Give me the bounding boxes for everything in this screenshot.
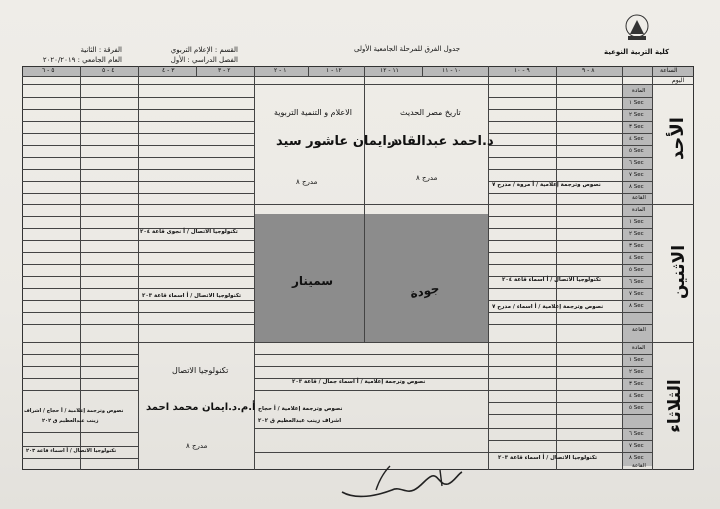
row-label-sec: Sec ٨ <box>629 303 644 309</box>
col-line <box>196 66 197 76</box>
row-line <box>254 354 652 355</box>
tuesday-sec-mid-1: نصوص وترجمة إعلامية / أ اسماء جمال / قاعة ٢٠٣ <box>292 379 426 385</box>
row-line <box>488 264 652 265</box>
row-label-sec: Sec ٦ <box>629 160 644 166</box>
row-label-subject: المادة <box>632 207 646 213</box>
col-line <box>422 66 423 76</box>
row-label-hall: القاعة <box>632 327 646 333</box>
day-sunday: الأحد <box>666 117 688 160</box>
monday-sec-left: تكنولوجيا الاتصال / أ اسماء قاعة ٢٠٣ <box>142 293 242 299</box>
row-label-sec: Sec ٤ <box>629 255 644 261</box>
day-monday: الاثنين <box>669 244 690 300</box>
row-line <box>254 452 652 453</box>
row-line <box>22 169 254 170</box>
time-header-hour: الساعة <box>660 67 678 74</box>
row-line <box>22 181 254 182</box>
tuesday-sec-left-a: نصوص وترجمة إعلامية / أ حجاج / اشراف <box>24 408 124 414</box>
row-label-sec: Sec ٥ <box>629 267 644 273</box>
row-label-sec: Sec ٢ <box>629 112 644 118</box>
row-label-hall: القاعة <box>632 463 646 469</box>
sunday-sec-right: نصوص وترجمة إعلامية / أ مروة / مدرج ٧ <box>492 182 601 188</box>
row-line <box>488 324 652 325</box>
row-label-sec: Sec ٥ <box>629 405 644 411</box>
row-line <box>22 324 254 325</box>
row-line <box>488 312 652 313</box>
time-header-9: ٤ - ٥ <box>102 67 115 74</box>
row-line <box>22 458 138 459</box>
row-line <box>22 121 254 122</box>
day-tuesday: الثلاثاء <box>664 379 685 433</box>
tuesday-sec-mid-2a: نصوص وترجمة إعلامية / أ حجاج <box>258 406 343 412</box>
row-line <box>488 109 652 110</box>
faculty-name: كلية التربية النوعية <box>604 48 670 56</box>
row-line <box>22 276 254 277</box>
row-label-sec: Sec ٧ <box>629 443 644 449</box>
time-header-4: ١١ - ١٢ <box>380 67 399 74</box>
row-line <box>254 390 652 391</box>
time-header-10: ٥ - ٦ <box>42 67 55 74</box>
row-line <box>22 109 254 110</box>
time-header-3: ١٠ - ١١ <box>442 67 461 74</box>
row-line <box>22 76 694 77</box>
monday-sec-right-2: نصوص وترجمة إعلامية / أ اسماء / مدرج ٧ <box>492 304 604 310</box>
col-line <box>308 66 309 76</box>
row-label-sec: Sec ٧ <box>629 291 644 297</box>
row-label-sec: Sec ٤ <box>629 136 644 142</box>
row-line <box>22 288 254 289</box>
row-line <box>488 228 652 229</box>
col-line <box>622 66 623 470</box>
table-title: جدول الفرق للمرحلة الجامعية الأولى <box>354 45 461 53</box>
row-line <box>22 446 138 447</box>
row-line <box>488 216 652 217</box>
time-header-1: ٨ - ٩ <box>582 67 595 74</box>
sunday-block1-subject: الاعلام و التنمية التربوية <box>274 108 352 117</box>
col-line <box>556 66 557 470</box>
sunday-sec-left: تكنولوجيا الاتصال / أ نجوى قاعة ٢٠٤ <box>140 229 238 235</box>
sunday-block1-hall: مدرج ٨ <box>296 178 318 186</box>
dept-label: القسم : الإعلام التربوي <box>170 46 238 54</box>
row-line <box>22 252 254 253</box>
monday-sec-right-1: تكنولوجيا الاتصال / أ اسماء قاعة ٢٠٤ <box>502 277 602 283</box>
row-label-sec: Sec ٣ <box>629 381 644 387</box>
row-label-sec: Sec ٢ <box>629 369 644 375</box>
col-line <box>138 66 139 470</box>
year-label: العام الجامعي : ٢٠٢٠/٢٠١٩ <box>42 56 122 64</box>
row-label-sec: Sec ٣ <box>629 243 644 249</box>
row-label-subject: المادة <box>632 345 646 351</box>
sunday-block2-hall: مدرج ٨ <box>416 174 438 182</box>
row-line <box>22 264 254 265</box>
row-line <box>22 300 254 301</box>
row-label-sec: Sec ٥ <box>629 148 644 154</box>
sunday-block1-teacher: د.ايمان عاشور سيد <box>276 134 399 149</box>
row-line <box>22 390 138 391</box>
row-line <box>488 414 652 415</box>
row-line <box>22 145 254 146</box>
row-line <box>488 193 652 194</box>
schedule-table <box>22 66 694 470</box>
monday-quality: جودة <box>408 281 441 301</box>
row-line <box>22 193 254 194</box>
row-label-sec: Sec ١ <box>629 357 644 363</box>
tuesday-sec-left-2: تكنولوجيا الاتصال / أ اسماء قاعة ٢٠٣ <box>26 448 117 454</box>
row-line <box>488 240 652 241</box>
col-line <box>652 66 653 470</box>
monday-seminar: سمينار <box>292 274 334 288</box>
row-line <box>488 252 652 253</box>
time-header-2: ٩ - ١٠ <box>514 67 530 74</box>
row-line <box>22 378 138 379</box>
row-line <box>488 300 652 301</box>
level-label: الفرقة : الثانية <box>80 46 122 54</box>
time-header-6: ١ - ٢ <box>274 67 287 74</box>
row-line <box>254 366 652 367</box>
row-line <box>488 402 652 403</box>
col-line <box>488 66 489 470</box>
row-line <box>488 288 652 289</box>
signature <box>336 460 466 504</box>
row-line <box>488 121 652 122</box>
row-label-sec: Sec ٧ <box>629 172 644 178</box>
row-label-sec: Sec ٦ <box>629 279 644 285</box>
row-label-sec: Sec ٨ <box>629 455 644 461</box>
row-label-sec: Sec ٦ <box>629 431 644 437</box>
row-label-hall: القاعة <box>632 195 646 201</box>
faculty-logo <box>616 14 658 46</box>
row-label-sec: Sec ٣ <box>629 124 644 130</box>
row-label-sec: Sec ٢ <box>629 231 644 237</box>
row-label-subject: المادة <box>632 88 646 94</box>
tuesday-sec-right: تكنولوجيا الاتصال / أ اسماء قاعة ٢٠٣ <box>498 455 598 461</box>
row-line <box>22 312 254 313</box>
row-line <box>488 169 652 170</box>
row-label-sec: Sec ١ <box>629 219 644 225</box>
day-divider <box>22 342 694 343</box>
time-header-7: ٢ - ٣ <box>218 67 231 74</box>
tuesday-sec-left-b: زينب عبدالعظيم ق ٢٠٢ <box>42 418 99 424</box>
tuesday-lecture-teacher: أ.م.د.ايمان محمد احمد <box>146 402 256 413</box>
tuesday-lecture-hall: مدرج ٨ <box>186 442 208 450</box>
row-line <box>488 440 652 441</box>
row-label-sec: Sec ١ <box>629 100 644 106</box>
row-label-sec: Sec ٤ <box>629 393 644 399</box>
row-line <box>22 432 138 433</box>
row-line <box>488 157 652 158</box>
col-line <box>364 66 365 342</box>
row-line <box>22 133 254 134</box>
row-line <box>488 145 652 146</box>
time-header-8: ٣ - ٤ <box>162 67 175 74</box>
row-label-sec: Sec ٨ <box>629 184 644 190</box>
row-line <box>22 157 254 158</box>
row-line <box>22 240 254 241</box>
sunday-block2-teacher: د.احمد عبدالقادر <box>388 134 494 149</box>
tuesday-sec-mid-2b: اشراف زينب عبدالعظيم ق ٢٠٢ <box>258 418 342 424</box>
time-header-5: ١٢ - ١ <box>326 67 342 74</box>
row-line <box>488 97 652 98</box>
row-line <box>22 354 138 355</box>
row-line <box>488 133 652 134</box>
row-line <box>22 97 254 98</box>
day-header: اليوم <box>672 77 685 84</box>
tuesday-lecture-subject: تكنولوجيا الاتصال <box>172 366 229 375</box>
row-line <box>22 366 138 367</box>
day-divider <box>22 204 694 205</box>
row-line <box>22 84 694 85</box>
semester-label: الفصل الدراسي : الأول <box>170 56 238 64</box>
sunday-block2-subject: تاريخ مصر الحديث <box>400 108 461 117</box>
row-line <box>22 216 254 217</box>
row-line <box>254 428 652 429</box>
